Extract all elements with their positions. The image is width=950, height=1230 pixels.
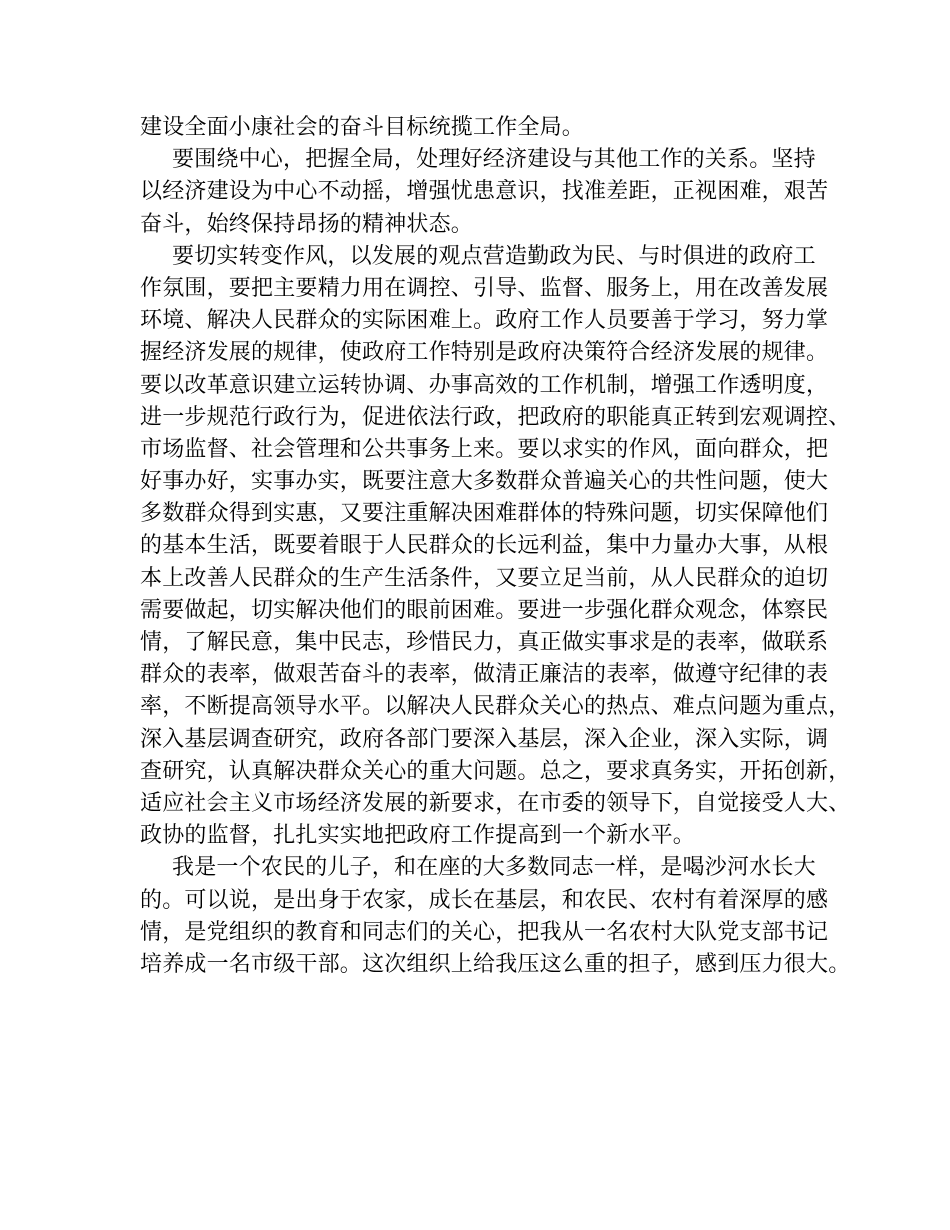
text-line: 情，是党组织的教育和同志们的关心，把我从一名农村大队党支部书记 <box>140 919 829 945</box>
text-line: 多数群众得到实惠，又要注重解决困难群体的特殊问题，切实保障他们 <box>140 501 829 527</box>
paragraph-first-line: 我是一个农民的儿子，和在座的大多数同志一样，是喝沙河水长大 <box>172 855 816 881</box>
text-line: 的。可以说，是出身于农家，成长在基层，和农民、农村有着深厚的感 <box>140 887 829 913</box>
text-line: 情，了解民意，集中民志，珍惜民力，真正做实事求是的表率，做联系 <box>140 630 829 655</box>
text-line: 建设全面小康社会的奋斗目标统揽工作全局。 <box>140 115 585 140</box>
text-line: 以经济建设为中心不动摇，增强忧患意识，找准差距，正视困难，艰苦 <box>140 179 829 205</box>
text-line: 需要做起，切实解决他们的眼前困难。要进一步强化群众观念，体察民 <box>140 597 829 623</box>
text-line: 作氛围，要把主要精力用在调控、引导、监督、服务上，用在改善发展 <box>140 275 829 301</box>
document-body <box>140 112 851 981</box>
text-line: 市场监督、社会管理和公共事务上来。要以求实的作风，面向群众，把 <box>140 436 829 462</box>
text-line: 本上改善人民群众的生产生活条件，又要立足当前，从人民群众的迫切 <box>140 565 829 591</box>
text-line: 奋斗，始终保持昂扬的精神状态。 <box>140 211 474 237</box>
text-line: 环境、解决人民群众的实际困难上。政府工作人员要善于学习，努力掌 <box>140 308 829 334</box>
text-line: 群众的表率，做艰苦奋斗的表率，做清正廉洁的表率，做遵守纪律的表 <box>140 662 829 688</box>
text-line: 查研究，认真解决群众关心的重大问题。总之，要求真务实，开拓创新， <box>140 758 851 784</box>
text-line: 适应社会主义市场经济发展的新要求，在市委的领导下，自觉接受人大、 <box>140 790 851 816</box>
text-line: 的基本生活，既要着眼于人民群众的长远利益，集中力量办大事，从根 <box>140 533 829 559</box>
paragraph-first-line: 要围绕中心，把握全局，处理好经济建设与其他工作的关系。坚持 <box>172 147 816 173</box>
paragraph-first-line: 要切实转变作风，以发展的观点营造勤政为民、与时俱进的政府工 <box>172 243 816 269</box>
text-line: 好事办好，实事办实，既要注意大多数群众普遍关心的共性问题，使大 <box>140 469 829 495</box>
text-line: 培养成一名市级干部。这次组织上给我压这么重的担子，感到压力很大。 <box>140 951 851 977</box>
text-line: 率，不断提高领导水平。以解决人民群众关心的热点、难点问题为重点， <box>140 694 851 720</box>
text-line: 政协的监督，扎扎实实地把政府工作提高到一个新水平。 <box>140 823 696 849</box>
text-line: 深入基层调查研究，政府各部门要深入基层，深入企业，深入实际，调 <box>140 726 829 752</box>
text-line: 进一步规范行政行为，促进依法行政，把政府的职能真正转到宏观调控、 <box>140 404 851 430</box>
text-line: 要以改革意识建立运转协调、办事高效的工作机制，增强工作透明度， <box>140 372 829 398</box>
text-line: 握经济发展的规律，使政府工作特别是政府决策符合经济发展的规律。 <box>140 340 829 366</box>
